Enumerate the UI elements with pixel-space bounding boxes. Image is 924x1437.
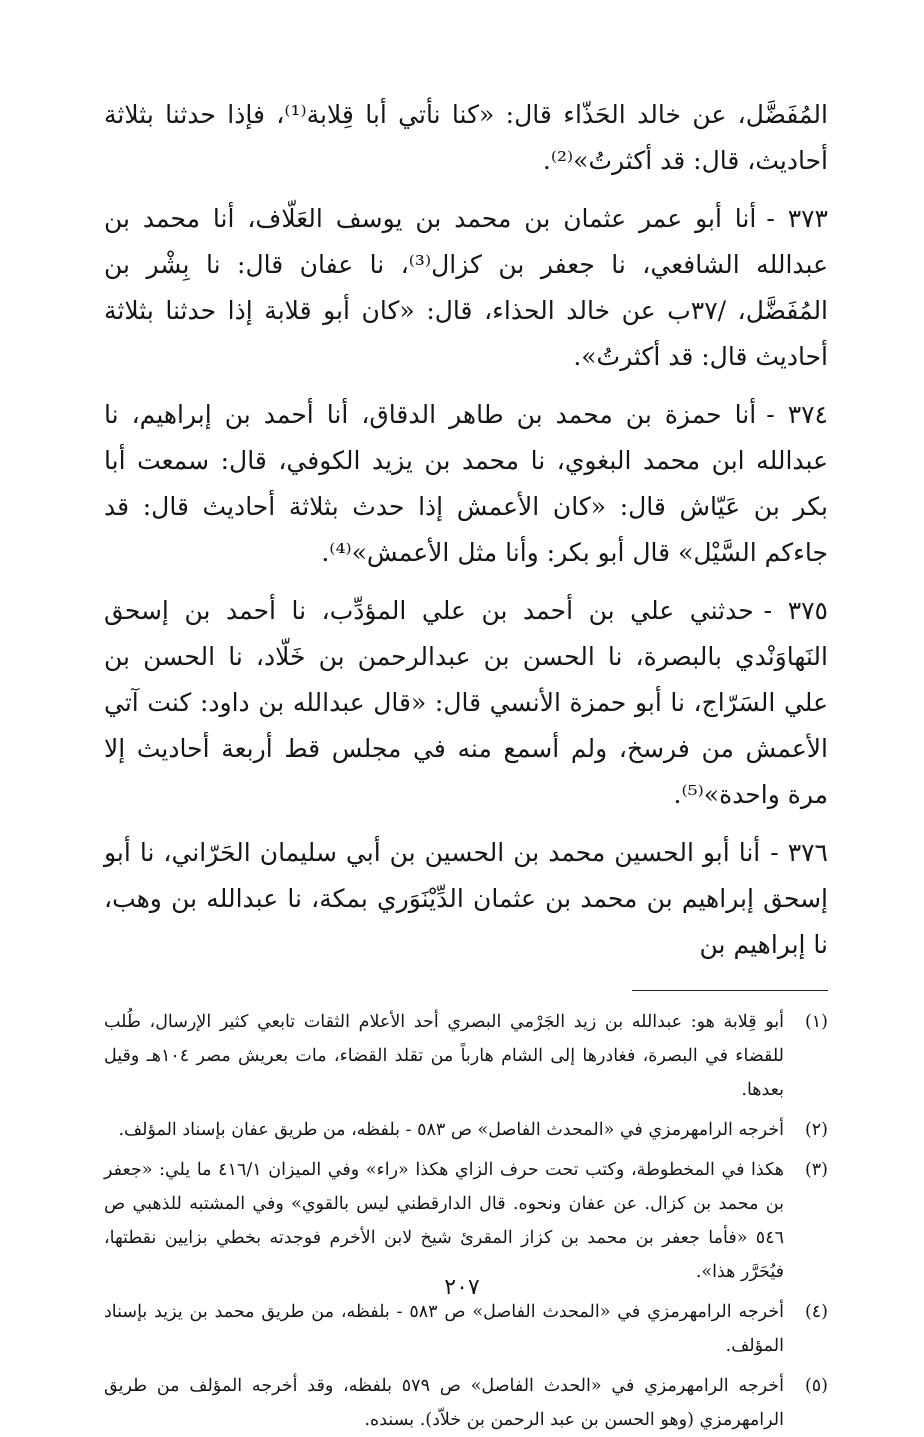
- footnote-mark: (٥): [804, 1376, 828, 1396]
- footnote-4: [104, 1295, 828, 1363]
- paragraph-375: [104, 588, 828, 818]
- footnote-text: أخرجه الرامهرمزي في «المحدث الفاصل» ص ٥٨٣ - بلفظه، من طريق عفان بإسناد المؤلف.: [118, 1120, 784, 1140]
- paragraph-374: [104, 392, 828, 576]
- hadith-number: ٣٧٤ -: [766, 400, 828, 429]
- main-text: [104, 92, 828, 968]
- footnote-text: أبو قِلابة هو: عبدالله بن زيد الجَرْمي البصري أحد الأعلام الثقات تابعي كثير الإرسال، طُلب للقضاء في البصرة، فغادرها إلى الشام هارباً من تقلد القضاء، مات بعريش مصر ١٠٤هـ وقيل بعدها.: [104, 1012, 784, 1100]
- footnote-mark: (٢): [804, 1120, 828, 1140]
- paragraph-text: أنا حمزة بن محمد بن طاهر الدقاق، أنا أحمد بن إبراهيم، نا عبدالله ابن محمد البغوي، نا محمد بن يزيد الكوفي، قال: سمعت أبا بكر بن عَيّاش قال: «كان الأعمش إذا حدث بثلاثة أحاديث قال: قد جاءكم السَّيْل» قال أبو بكر: وأنا مثل الأعمش»⁽⁴⁾.: [104, 400, 828, 567]
- footnote-1: [104, 1005, 828, 1107]
- footnote-mark: (٤): [804, 1302, 828, 1322]
- footnote-2: [104, 1113, 828, 1147]
- footnotes: [104, 1005, 828, 1437]
- page-number: ٢٠٧: [444, 1275, 480, 1300]
- footnote-separator: [632, 990, 828, 991]
- footnote-text: أخرجه الرامهرمزي في «المحدث الفاصل» ص ٥٨٣ - بلفظه، من طريق محمد بن يزيد بإسناد المؤلف.: [104, 1302, 784, 1356]
- hadith-number: ٣٧٣ -: [766, 204, 828, 233]
- footnote-mark: (١): [804, 1012, 828, 1032]
- paragraph-text: المُفَضَّل، عن خالد الحَذّاء قال: «كنا نأتي أبا قِلابة⁽¹⁾، فإذا حدثنا بثلاثة أحاديث، قال: قد أكثرتُ»⁽²⁾.: [104, 100, 828, 175]
- footnote-mark: (٣): [804, 1160, 828, 1180]
- footnote-text: أخرجه الرامهرمزي في «الحدث الفاصل» ص ٥٧٩ بلفظه، وقد أخرجه المؤلف من طريق الرامهرمزي (وهو الحسن بن عبد الرحمن بن خلاّد). بسنده.: [104, 1376, 784, 1430]
- paragraph-373: [104, 196, 828, 380]
- paragraph-text: حدثني علي بن أحمد بن علي المؤدِّب، نا أحمد بن إسحق النَهاوَنْدي بالبصرة، نا الحسن بن عبدالرحمن بن خَلّاد، نا الحسن بن علي السَرّاج، نا أبو حمزة الأنسي قال: «قال عبدالله بن داود: كنت آتي الأعمش من فرسخ، ولم أسمع منه في مجلس قط أربعة أحاديث إلا مرة واحدة»⁽⁵⁾.: [104, 596, 828, 809]
- footnote-3: [104, 1153, 828, 1289]
- footnote-text: هكذا في المخطوطة، وكتب تحت حرف الزاي هكذا «راء» وفي الميزان ٤١٦/١ ما يلي: «جعفر بن محمد بن كزال. عن عفان ونحوه. قال الدارقطني ليس بالقوي» وفي المشتبه للذهبي ص ٥٤٦ «فأما جعفر بن محمد بن كزاز المقرئ شيخ لابن الأخرم فوجدته بخطي بزايين نقطتها، فيُحَرَّر هذا».: [104, 1160, 784, 1282]
- hadith-number: ٣٧٦ -: [770, 838, 828, 867]
- footnote-5: [104, 1369, 828, 1437]
- paragraph-376: [104, 830, 828, 968]
- paragraph-text: أنا أبو عمر عثمان بن محمد بن يوسف العَلّاف، أنا محمد بن عبدالله الشافعي، نا جعفر بن كزال⁽³⁾، نا عفان قال: نا بِشْر بن المُفَضَّل، /٣٧ب عن خالد الحذاء، قال: «كان أبو قلابة إذا حدثنا بثلاثة أحاديث قال: قد أكثرتُ».: [104, 204, 829, 371]
- hadith-number: ٣٧٥ -: [763, 596, 828, 625]
- paragraph-text: أنا أبو الحسين محمد بن الحسين بن أبي سليمان الحَرّاني، نا أبو إسحق إبراهيم بن محمد بن عثمان الدِّيْنَوَري بمكة، نا عبدالله بن وهب، نا إبراهيم بن: [104, 838, 828, 959]
- paragraph-continuation: [104, 92, 828, 184]
